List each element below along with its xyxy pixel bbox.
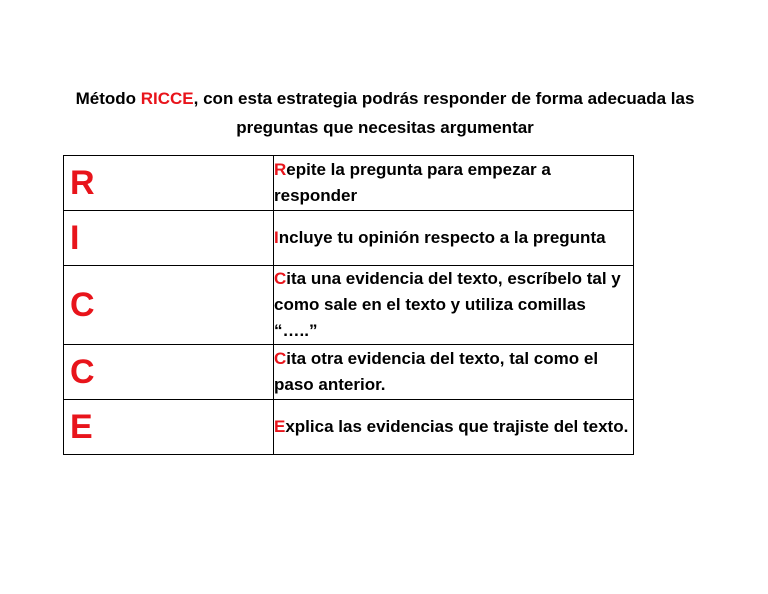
letter: C: [70, 353, 95, 391]
letter: R: [70, 164, 95, 202]
letter: E: [70, 408, 93, 446]
table-row: [64, 400, 634, 455]
description-cell: [274, 156, 634, 211]
description-text: epite la pregunta para empezar a responder: [274, 160, 551, 205]
ricce-table: [63, 155, 634, 455]
letter: I: [70, 219, 80, 257]
table-row: [64, 156, 634, 211]
letter: C: [70, 286, 95, 324]
description-cell: [274, 211, 634, 266]
description-text: ncluye tu opinión respecto a la pregunta: [278, 228, 606, 247]
description-initial: I: [274, 228, 279, 247]
letter-cell: [64, 156, 274, 211]
table-row: [64, 211, 634, 266]
table-row: [64, 345, 634, 400]
table-row: [64, 266, 634, 345]
description-text: ita una evidencia del texto, escríbelo tal y como sale en el texto y utiliza comillas “…..”: [274, 269, 621, 340]
page-title: [60, 84, 710, 142]
description-text: ita otra evidencia del texto, tal como el paso anterior.: [274, 349, 599, 394]
description-text: xplica las evidencias que trajiste del texto.: [285, 417, 629, 436]
title-suffix: , con esta estrategia podrás responder de forma adecuada las preguntas que necesitas argumentar: [193, 89, 695, 137]
letter-cell: [64, 400, 274, 455]
description-initial: R: [274, 160, 287, 179]
letter-cell: [64, 211, 274, 266]
description-cell: [274, 345, 634, 400]
title-highlight: RICCE: [140, 89, 194, 108]
description-initial: C: [274, 269, 287, 288]
description-initial: E: [274, 417, 286, 436]
description-cell: [274, 266, 634, 345]
letter-cell: [64, 266, 274, 345]
title-prefix: Método: [75, 89, 141, 108]
description-cell: [274, 400, 634, 455]
letter-cell: [64, 345, 274, 400]
description-initial: C: [274, 349, 287, 368]
